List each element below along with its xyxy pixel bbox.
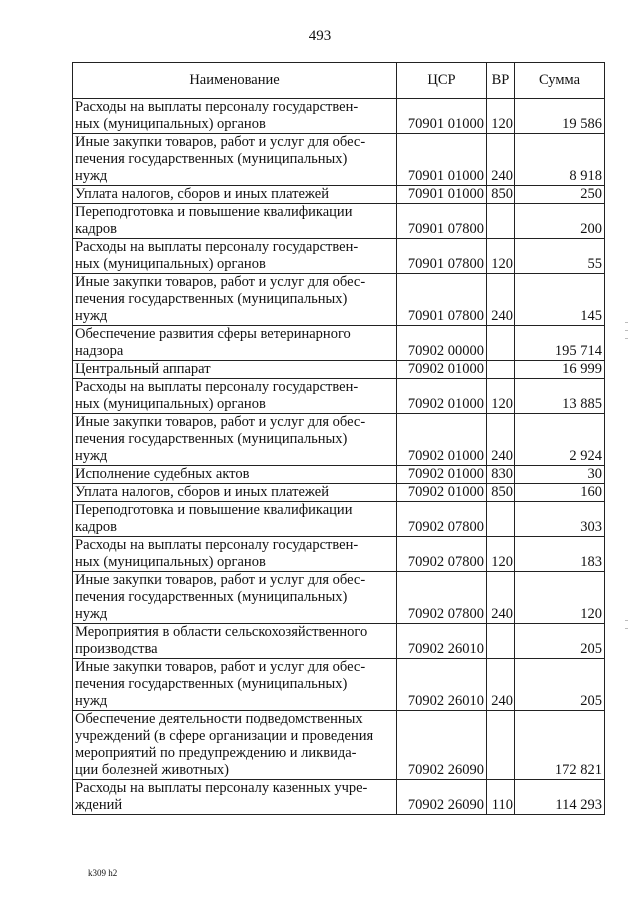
margin-mark bbox=[625, 338, 628, 339]
table-row bbox=[73, 624, 605, 659]
row-name-line: нужд bbox=[75, 606, 108, 622]
row-name-cell bbox=[73, 537, 397, 572]
row-vr-cell bbox=[487, 711, 515, 780]
row-code-cell: 70901 07800 bbox=[397, 274, 487, 326]
header-name: Наименование bbox=[73, 63, 397, 99]
table-row bbox=[73, 484, 605, 502]
margin-mark bbox=[625, 628, 628, 629]
row-vr-cell: 110 bbox=[487, 780, 515, 815]
row-code-cell: 70902 01000 bbox=[397, 414, 487, 466]
row-vr-cell: 120 bbox=[487, 537, 515, 572]
row-sum-cell: 172 821 bbox=[515, 711, 605, 780]
row-vr-cell: 240 bbox=[487, 274, 515, 326]
table-row bbox=[73, 274, 605, 326]
table-row bbox=[73, 99, 605, 134]
row-name-line: нужд bbox=[75, 693, 108, 709]
row-sum-cell: 205 bbox=[515, 624, 605, 659]
row-name-line: кадров bbox=[75, 519, 117, 535]
row-vr-cell bbox=[487, 624, 515, 659]
row-code-cell: 70902 26090 bbox=[397, 780, 487, 815]
table-row bbox=[73, 780, 605, 815]
row-name-cell bbox=[73, 361, 397, 379]
row-name-line: ции болезней животных) bbox=[75, 762, 229, 778]
row-code-cell: 70902 26010 bbox=[397, 659, 487, 711]
row-code-cell: 70902 26010 bbox=[397, 624, 487, 659]
row-name-line: Центральный аппарат bbox=[75, 361, 211, 377]
row-code-cell: 70902 00000 bbox=[397, 326, 487, 361]
row-sum-cell: 2 924 bbox=[515, 414, 605, 466]
row-sum-cell: 250 bbox=[515, 186, 605, 204]
row-vr-cell: 240 bbox=[487, 134, 515, 186]
row-name-line: производства bbox=[75, 641, 158, 657]
row-name-line: учреждений (в сфере организации и проведения bbox=[75, 728, 374, 744]
header-csr: ЦСР bbox=[397, 63, 487, 99]
row-vr-cell: 850 bbox=[487, 186, 515, 204]
row-name-cell bbox=[73, 502, 397, 537]
row-name-cell bbox=[73, 414, 397, 466]
row-name-line: Переподготовка и повышение квалификации bbox=[75, 204, 353, 220]
row-sum-cell: 205 bbox=[515, 659, 605, 711]
row-name-line: Исполнение судебных актов bbox=[75, 466, 250, 482]
table-row bbox=[73, 186, 605, 204]
row-vr-cell bbox=[487, 361, 515, 379]
margin-mark bbox=[625, 322, 628, 323]
row-name-cell bbox=[73, 484, 397, 502]
row-name-cell bbox=[73, 572, 397, 624]
table-row bbox=[73, 204, 605, 239]
row-name-cell bbox=[73, 239, 397, 274]
table-row bbox=[73, 239, 605, 274]
row-code-cell: 70902 01000 bbox=[397, 361, 487, 379]
row-sum-cell: 13 885 bbox=[515, 379, 605, 414]
row-name-line: мероприятий по предупреждению и ликвида- bbox=[75, 745, 357, 761]
row-sum-cell: 200 bbox=[515, 204, 605, 239]
row-name-line: Иные закупки товаров, работ и услуг для обес- bbox=[75, 659, 366, 675]
row-name-cell bbox=[73, 274, 397, 326]
row-vr-cell: 240 bbox=[487, 414, 515, 466]
table-row bbox=[73, 326, 605, 361]
row-name-line: Иные закупки товаров, работ и услуг для обес- bbox=[75, 274, 366, 290]
table-row bbox=[73, 659, 605, 711]
row-name-cell bbox=[73, 326, 397, 361]
table-row bbox=[73, 537, 605, 572]
row-code-cell: 70902 01000 bbox=[397, 379, 487, 414]
row-name-line: ных (муниципальных) органов bbox=[75, 256, 266, 272]
row-name-line: нужд bbox=[75, 168, 108, 184]
row-name-line: Расходы на выплаты персоналу государствен- bbox=[75, 239, 359, 255]
row-vr-cell: 120 bbox=[487, 99, 515, 134]
row-sum-cell: 114 293 bbox=[515, 780, 605, 815]
row-name-line: Уплата налогов, сборов и иных платежей bbox=[75, 484, 329, 500]
row-name-line: ных (муниципальных) органов bbox=[75, 116, 266, 132]
row-name-line: Иные закупки товаров, работ и услуг для обес- bbox=[75, 134, 366, 150]
row-vr-cell: 850 bbox=[487, 484, 515, 502]
row-name-line: печения государственных (муниципальных) bbox=[75, 291, 348, 307]
row-vr-cell: 240 bbox=[487, 659, 515, 711]
row-name-cell bbox=[73, 204, 397, 239]
row-name-line: Обеспечение развития сферы ветеринарного bbox=[75, 326, 351, 342]
row-sum-cell: 160 bbox=[515, 484, 605, 502]
row-vr-cell: 120 bbox=[487, 239, 515, 274]
row-code-cell: 70902 07800 bbox=[397, 537, 487, 572]
row-name-line: Расходы на выплаты персоналу казенных учре- bbox=[75, 780, 368, 796]
margin-mark bbox=[625, 330, 628, 331]
row-name-cell bbox=[73, 711, 397, 780]
row-name-cell bbox=[73, 186, 397, 204]
row-vr-cell bbox=[487, 326, 515, 361]
row-name-cell bbox=[73, 99, 397, 134]
row-name-line: печения государственных (муниципальных) bbox=[75, 676, 348, 692]
row-sum-cell: 19 586 bbox=[515, 99, 605, 134]
table-row bbox=[73, 379, 605, 414]
table-row bbox=[73, 711, 605, 780]
row-code-cell: 70901 07800 bbox=[397, 239, 487, 274]
row-code-cell: 70902 01000 bbox=[397, 466, 487, 484]
row-name-line: кадров bbox=[75, 221, 117, 237]
row-name-line: нужд bbox=[75, 448, 108, 464]
row-vr-cell: 830 bbox=[487, 466, 515, 484]
row-sum-cell: 145 bbox=[515, 274, 605, 326]
margin-mark bbox=[625, 620, 628, 621]
row-name-line: Иные закупки товаров, работ и услуг для обес- bbox=[75, 414, 366, 430]
row-code-cell: 70901 01000 bbox=[397, 99, 487, 134]
row-vr-cell: 120 bbox=[487, 379, 515, 414]
row-name-cell bbox=[73, 659, 397, 711]
row-name-cell bbox=[73, 624, 397, 659]
row-name-line: Расходы на выплаты персоналу государствен- bbox=[75, 379, 359, 395]
table-row bbox=[73, 134, 605, 186]
table-row bbox=[73, 361, 605, 379]
row-sum-cell: 303 bbox=[515, 502, 605, 537]
row-name-line: Мероприятия в области сельскохозяйственного bbox=[75, 624, 368, 640]
row-sum-cell: 55 bbox=[515, 239, 605, 274]
table-row bbox=[73, 414, 605, 466]
row-name-line: ных (муниципальных) органов bbox=[75, 396, 266, 412]
row-code-cell: 70901 01000 bbox=[397, 134, 487, 186]
table-row bbox=[73, 466, 605, 484]
row-code-cell: 70901 07800 bbox=[397, 204, 487, 239]
row-name-line: печения государственных (муниципальных) bbox=[75, 589, 348, 605]
row-name-cell bbox=[73, 379, 397, 414]
row-vr-cell bbox=[487, 204, 515, 239]
row-sum-cell: 8 918 bbox=[515, 134, 605, 186]
table-body bbox=[73, 99, 605, 815]
row-name-cell bbox=[73, 134, 397, 186]
page-number: 493 bbox=[308, 28, 332, 44]
row-sum-cell: 30 bbox=[515, 466, 605, 484]
header-sum: Сумма bbox=[515, 63, 605, 99]
row-name-line: Расходы на выплаты персоналу государствен- bbox=[75, 537, 359, 553]
row-sum-cell: 183 bbox=[515, 537, 605, 572]
row-name-line: Иные закупки товаров, работ и услуг для обес- bbox=[75, 572, 366, 588]
row-code-cell: 70902 07800 bbox=[397, 572, 487, 624]
row-sum-cell: 16 999 bbox=[515, 361, 605, 379]
table-header-row bbox=[73, 63, 605, 99]
row-sum-cell: 195 714 bbox=[515, 326, 605, 361]
row-name-line: Обеспечение деятельности подведомственных bbox=[75, 711, 363, 727]
row-name-line: печения государственных (муниципальных) bbox=[75, 431, 348, 447]
budget-table bbox=[72, 62, 605, 815]
row-code-cell: 70902 07800 bbox=[397, 502, 487, 537]
header-vr: ВР bbox=[487, 63, 515, 99]
row-sum-cell: 120 bbox=[515, 572, 605, 624]
row-code-cell: 70902 26090 bbox=[397, 711, 487, 780]
row-code-cell: 70901 01000 bbox=[397, 186, 487, 204]
row-name-line: нужд bbox=[75, 308, 108, 324]
row-name-line: надзора bbox=[75, 343, 124, 359]
footer-code: k309 h2 bbox=[88, 868, 118, 878]
row-vr-cell bbox=[487, 502, 515, 537]
row-name-line: Расходы на выплаты персоналу государствен- bbox=[75, 99, 359, 115]
table-row bbox=[73, 572, 605, 624]
row-name-line: Переподготовка и повышение квалификации bbox=[75, 502, 353, 518]
row-vr-cell: 240 bbox=[487, 572, 515, 624]
row-name-line: Уплата налогов, сборов и иных платежей bbox=[75, 186, 329, 202]
row-name-line: печения государственных (муниципальных) bbox=[75, 151, 348, 167]
row-code-cell: 70902 01000 bbox=[397, 484, 487, 502]
table-row bbox=[73, 502, 605, 537]
row-name-cell bbox=[73, 780, 397, 815]
row-name-cell bbox=[73, 466, 397, 484]
row-name-line: ждений bbox=[75, 797, 123, 813]
row-name-line: ных (муниципальных) органов bbox=[75, 554, 266, 570]
